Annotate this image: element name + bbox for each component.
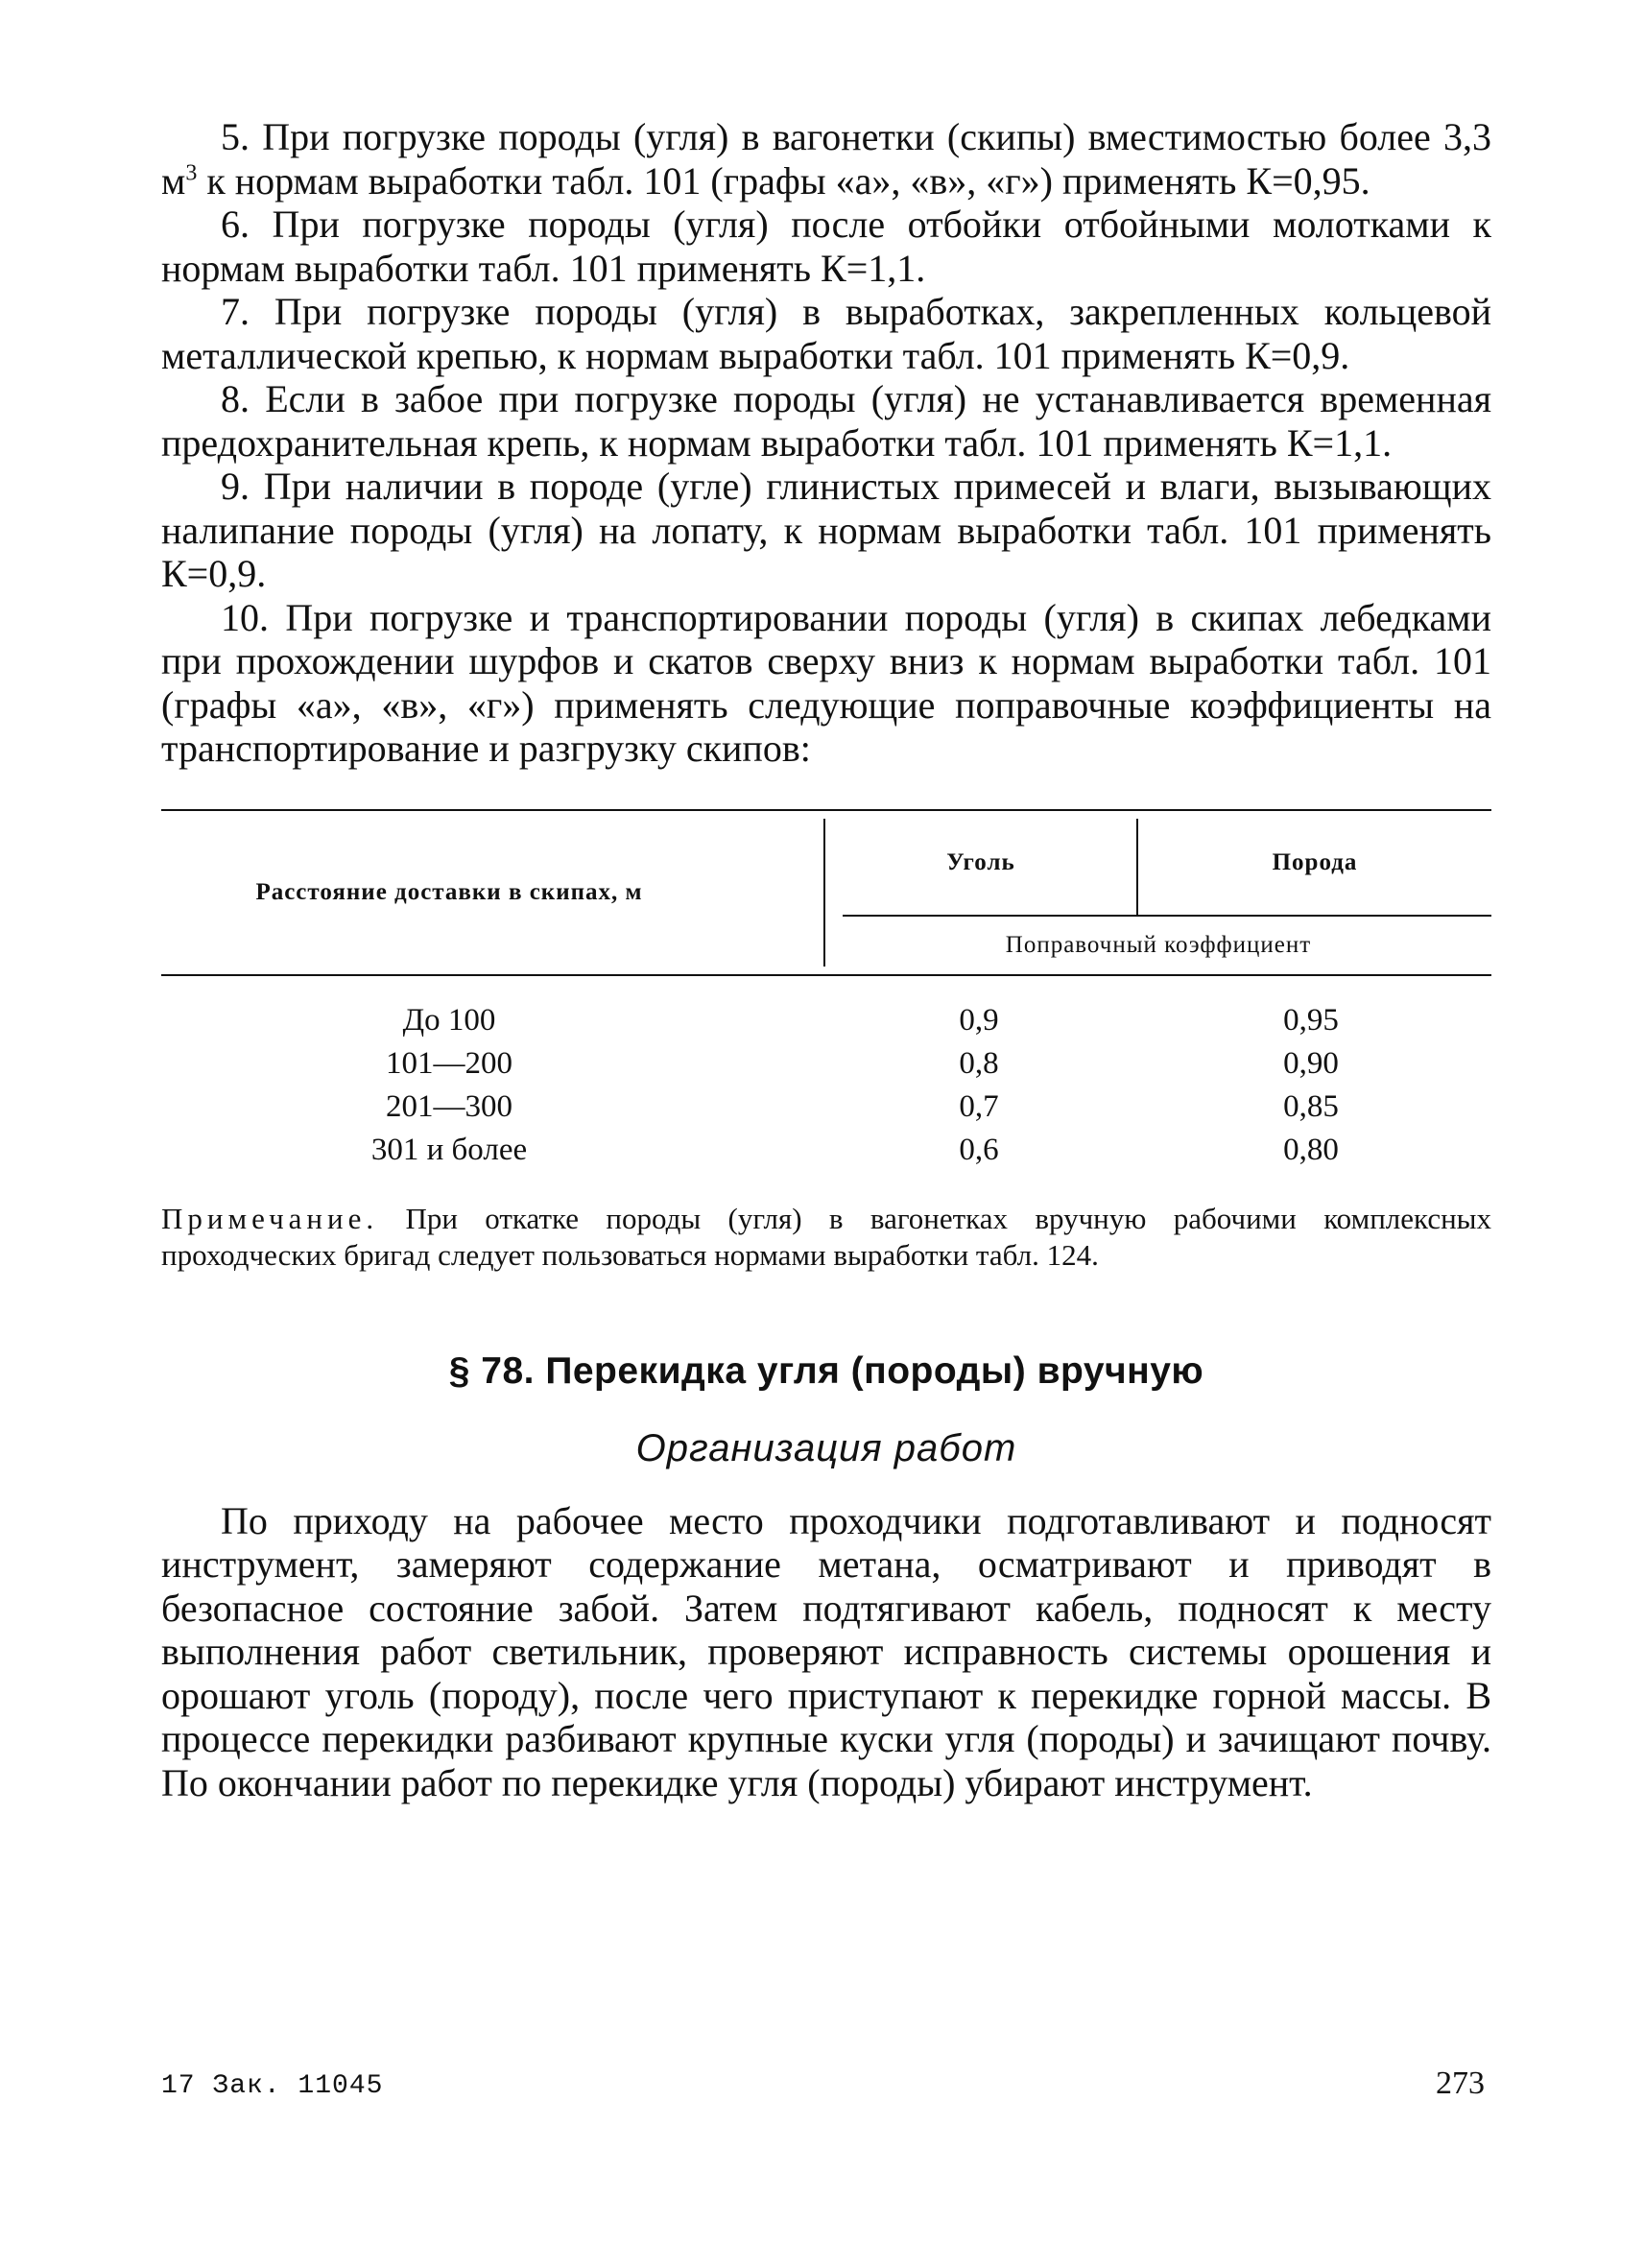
table-row — [161, 1086, 1491, 1129]
note-text: При откатке породы (угля) в вагонетках вручную рабочими комплексных проходческих бригад следует пользоваться нормами выработки табл. 124. — [161, 1201, 1491, 1272]
superscript: 3 — [185, 160, 198, 186]
paragraph-10: 10. При погрузке и транспортировании породы (угля) в скипах лебедками при прохождении шурфов и скатов сверху вниз к нормам выработки табл. 101 (графы «а», «в», «г») применять следующие поправочные коэффициенты на транспортирование и разгрузку скипов: — [161, 595, 1491, 770]
header-distance: Расстояние доставки в скипах, м — [255, 878, 643, 905]
section-title: § 78. Перекидка угля (породы) вручную — [448, 1349, 1204, 1392]
paragraph-5: 5. При погрузке породы (угля) в вагонетки (скипы) вместимостью более 3,3 $м^3$ к нормам выработки табл. 101 (графы «а», «в», «г») применять К=0,95. — [161, 115, 1491, 203]
body-paragraph: По приходу на рабочее место проходчики подготавливают и подносят инструмент, замеряют содержание метана, осматривают и приводят в безопасное состояние забой. Затем подтягивают кабель, подносят к месту выполнения работ светильник, проверяют исправность системы орошения и орошают уголь (породу), после чего приступают к перекидке горной массы. В процессе перекидки разбивают крупные куски угля (породы) и зачищают почву. По окончании работ по перекидке угля (породы) убирают инструмент. — [161, 1498, 1491, 1804]
paragraph-9: 9. При наличии в породе (угле) глинистых примесей и влаги, вызывающих налипание породы (угля) на лопату, к нормам выработки табл. 101 применять К=0,9. — [161, 465, 1491, 595]
cell-rock: 0,85 — [1283, 1088, 1339, 1124]
header-rock: Порода — [1272, 848, 1358, 875]
page-number: 273 — [1436, 2065, 1485, 2101]
cell-distance: До 100 — [402, 1002, 496, 1038]
page-content — [161, 115, 1491, 1804]
coefficient-table — [161, 809, 1491, 1172]
subsection-title: Организация работ — [635, 1426, 1017, 1469]
paragraph-8: 8. Если в забое при погрузке породы (угля) не устанавливается временная предохранительная крепь, к нормам выработки табл. 101 применять К=1,1. — [161, 377, 1491, 465]
header-coal: Уголь — [946, 848, 1015, 875]
table-note — [161, 1201, 1491, 1274]
table-row — [161, 1042, 1491, 1086]
paragraph-7: 7. При погрузке породы (угля) в выработках, закрепленных кольцевой металлической крепью, к нормам выработки табл. 101 применять К=0,9. — [161, 290, 1491, 377]
paragraph-6: 6. При погрузке породы (угля) после отбойки отбойными молотками к нормам выработки табл. 101 применять К=1,1. — [161, 203, 1491, 290]
footer-order-number: 17 Зак. 11045 — [161, 2071, 384, 2101]
cell-rock: 0,80 — [1283, 1132, 1339, 1167]
cell-distance: 101—200 — [386, 1045, 512, 1081]
table-header — [161, 809, 1491, 976]
cell-coal: 0,9 — [959, 1002, 999, 1038]
cell-distance: 201—300 — [386, 1088, 512, 1124]
cell-distance: 301 и более — [370, 1132, 528, 1167]
cell-coal: 0,6 — [959, 1132, 999, 1167]
table-row — [161, 999, 1491, 1042]
table-row — [161, 1129, 1491, 1172]
cell-coal: 0,8 — [959, 1045, 999, 1081]
note-label: Примечание. — [161, 1201, 379, 1235]
cell-coal: 0,7 — [959, 1088, 999, 1124]
cell-rock: 0,95 — [1283, 1002, 1339, 1038]
header-coefficient: Поправочный коэффициент — [1005, 931, 1312, 958]
cell-rock: 0,90 — [1283, 1045, 1339, 1081]
table-body — [161, 976, 1491, 1172]
